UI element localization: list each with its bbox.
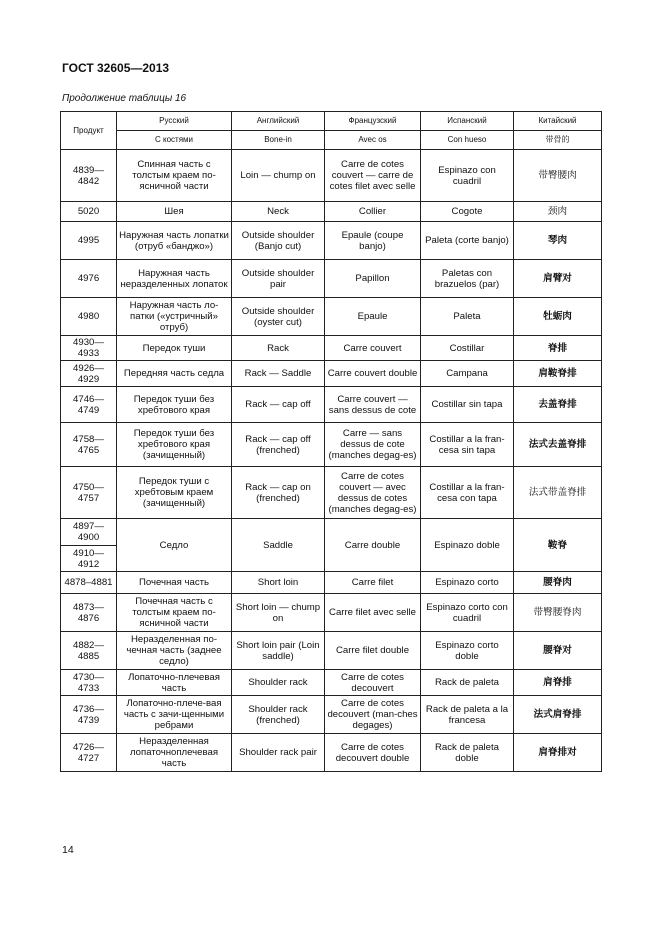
cell-russian: Наружная часть лопатки (отруб «банджо») xyxy=(117,222,232,260)
cell-spanish: Espinazo corto con cuadril xyxy=(421,594,514,632)
table-row xyxy=(61,632,602,670)
cell-spanish: Paleta (corte banjo) xyxy=(421,222,514,260)
header-sub-es: Con hueso xyxy=(421,131,514,150)
header-lang-fr: Французский xyxy=(325,112,421,131)
cell-french: Carre de cotes couvert — carre de cotes filet avec selle xyxy=(325,150,421,202)
cell-english: Outside shoulder pair xyxy=(232,260,325,298)
cell-french: Carre — sans dessus de cote (manches degag-es) xyxy=(325,423,421,467)
cell-french: Carre filet avec selle xyxy=(325,594,421,632)
cell-spanish: Espinazo corto xyxy=(421,572,514,594)
cell-chinese: 带臀腰脊肉 xyxy=(514,594,602,632)
cell-french: Epaule xyxy=(325,298,421,336)
cell-spanish: Rack de paleta doble xyxy=(421,734,514,772)
cell-english: Rack — Saddle xyxy=(232,361,325,387)
cell-english: Saddle xyxy=(232,519,325,572)
table-row xyxy=(61,336,602,361)
cell-russian: Лопаточно-плечевая часть xyxy=(117,670,232,696)
header-sub-fr: Avec os xyxy=(325,131,421,150)
cell-chinese: 去盖脊排 xyxy=(514,387,602,423)
table-row xyxy=(61,222,602,260)
cell-english: Rack — cap on (frenched) xyxy=(232,467,325,519)
cell-french: Carre double xyxy=(325,519,421,572)
cell-english: Rack — cap off xyxy=(232,387,325,423)
header-lang-ru: Русский xyxy=(117,112,232,131)
cell-french: Epaule (coupe banjo) xyxy=(325,222,421,260)
cell-english: Shoulder rack (frenched) xyxy=(232,696,325,734)
cell-product-code: 4878–4881 xyxy=(61,572,117,594)
cell-russian: Неразделенная лопаточноплечевая часть xyxy=(117,734,232,772)
cell-russian: Седло xyxy=(117,519,232,572)
cell-product-code: 4995 xyxy=(61,222,117,260)
cuts-table xyxy=(60,111,602,772)
cell-product-code: 4910—4912 xyxy=(61,546,117,572)
cell-chinese: 带臀腰肉 xyxy=(514,150,602,202)
table-row xyxy=(61,594,602,632)
table-row xyxy=(61,387,602,423)
cell-french: Carre de cotes decouvert xyxy=(325,670,421,696)
cell-chinese: 腰脊肉 xyxy=(514,572,602,594)
cell-chinese: 法式肩脊排 xyxy=(514,696,602,734)
cell-chinese: 肩鞍脊排 xyxy=(514,361,602,387)
cell-product-code: 4930—4933 xyxy=(61,336,117,361)
cell-russian: Наружная часть ло-патки («устричный» отруб) xyxy=(117,298,232,336)
cell-english: Short loin — chump on xyxy=(232,594,325,632)
cell-russian: Спинная часть с толстым краем по-ясничной части xyxy=(117,150,232,202)
cell-chinese: 肩臂对 xyxy=(514,260,602,298)
cell-spanish: Cogote xyxy=(421,202,514,222)
cell-french: Carre de cotes couvert — avec dessus de cotes (manches degag-es) xyxy=(325,467,421,519)
cell-russian: Передняя часть седла xyxy=(117,361,232,387)
cell-product-code: 4726—4727 xyxy=(61,734,117,772)
table-body xyxy=(61,150,602,772)
cell-product-code: 4750—4757 xyxy=(61,467,117,519)
cell-product-code: 4839—4842 xyxy=(61,150,117,202)
cell-chinese: 腰脊对 xyxy=(514,632,602,670)
header-lang-es: Испанский xyxy=(421,112,514,131)
cell-spanish: Rack de paleta a la francesa xyxy=(421,696,514,734)
cell-product-code: 4736—4739 xyxy=(61,696,117,734)
cell-english: Rack — cap off (frenched) xyxy=(232,423,325,467)
header-lang-zh: Китайский xyxy=(514,112,602,131)
cell-russian: Шея xyxy=(117,202,232,222)
table-row xyxy=(61,298,602,336)
cell-product-code: 4897—4900 xyxy=(61,519,117,546)
cell-french: Papillon xyxy=(325,260,421,298)
cell-spanish: Costillar xyxy=(421,336,514,361)
header-sub-ru: С костями xyxy=(117,131,232,150)
header-sub-zh: 带骨的 xyxy=(514,131,602,150)
cell-french: Carre couvert double xyxy=(325,361,421,387)
cell-spanish: Paleta xyxy=(421,298,514,336)
cell-chinese: 颈肉 xyxy=(514,202,602,222)
cell-spanish: Rack de paleta xyxy=(421,670,514,696)
cell-product-code: 4882—4885 xyxy=(61,632,117,670)
cell-french: Carre filet double xyxy=(325,632,421,670)
header-product: Продукт xyxy=(61,112,117,150)
table-header xyxy=(61,112,602,150)
cell-spanish: Espinazo con cuadril xyxy=(421,150,514,202)
table-row xyxy=(61,572,602,594)
cell-chinese: 法式带盖脊排 xyxy=(514,467,602,519)
header-lang-en: Английский xyxy=(232,112,325,131)
cell-english: Loin — chump on xyxy=(232,150,325,202)
cell-chinese: 肩脊排对 xyxy=(514,734,602,772)
cell-spanish: Espinazo doble xyxy=(421,519,514,572)
cell-english: Shoulder rack xyxy=(232,670,325,696)
cell-spanish: Costillar sin tapa xyxy=(421,387,514,423)
table-row xyxy=(61,519,602,546)
table-row xyxy=(61,734,602,772)
cell-english: Neck xyxy=(232,202,325,222)
table-row xyxy=(61,696,602,734)
cell-french: Collier xyxy=(325,202,421,222)
table-row xyxy=(61,202,602,222)
cell-french: Carre de cotes decouvert double xyxy=(325,734,421,772)
table-continuation-caption: Продолжение таблицы 16 xyxy=(62,93,187,104)
cell-english: Rack xyxy=(232,336,325,361)
cell-spanish: Espinazo corto doble xyxy=(421,632,514,670)
cell-russian: Передок туши xyxy=(117,336,232,361)
cell-russian: Почечная часть с толстым краем по-ясничной части xyxy=(117,594,232,632)
cell-english: Outside shoulder (Banjo cut) xyxy=(232,222,325,260)
table-row xyxy=(61,361,602,387)
cell-russian: Передок туши без хребтового края (зачищенный) xyxy=(117,423,232,467)
cell-product-code: 4980 xyxy=(61,298,117,336)
cell-russian: Неразделенная по-чечная часть (заднее седло) xyxy=(117,632,232,670)
document-title: ГОСТ 32605—2013 xyxy=(62,61,170,75)
cell-spanish: Costillar a la fran-cesa con tapa xyxy=(421,467,514,519)
cell-french: Carre filet xyxy=(325,572,421,594)
cell-spanish: Campana xyxy=(421,361,514,387)
table-row xyxy=(61,670,602,696)
cell-chinese: 脊排 xyxy=(514,336,602,361)
cell-english: Short loin pair (Loin saddle) xyxy=(232,632,325,670)
cell-product-code: 5020 xyxy=(61,202,117,222)
cell-product-code: 4976 xyxy=(61,260,117,298)
cell-english: Outside shoulder (oyster cut) xyxy=(232,298,325,336)
cell-spanish: Paletas con brazuelos (par) xyxy=(421,260,514,298)
table-row xyxy=(61,467,602,519)
table-row xyxy=(61,260,602,298)
cell-english: Short loin xyxy=(232,572,325,594)
cell-english: Shoulder rack pair xyxy=(232,734,325,772)
header-sub-en: Bone-in xyxy=(232,131,325,150)
page-number: 14 xyxy=(62,844,74,856)
cell-chinese: 肩脊排 xyxy=(514,670,602,696)
cell-chinese: 牡蛎肉 xyxy=(514,298,602,336)
cell-product-code: 4746—4749 xyxy=(61,387,117,423)
cell-french: Carre couvert — sans dessus de cote xyxy=(325,387,421,423)
table-row xyxy=(61,150,602,202)
cell-russian: Передок туши без хребтового края xyxy=(117,387,232,423)
cell-product-code: 4873—4876 xyxy=(61,594,117,632)
cell-russian: Лопаточно-плече-вая часть с зачи-щенными ребрами xyxy=(117,696,232,734)
cell-french: Carre couvert xyxy=(325,336,421,361)
cell-product-code: 4730—4733 xyxy=(61,670,117,696)
cell-russian: Передок туши с хребтовым краем (зачищенный) xyxy=(117,467,232,519)
cell-spanish: Costillar a la fran-cesa sin tapa xyxy=(421,423,514,467)
cell-french: Carre de cotes decouvert (man-ches degages) xyxy=(325,696,421,734)
cell-russian: Наружная часть неразделенных лопаток xyxy=(117,260,232,298)
table-row xyxy=(61,423,602,467)
cell-chinese: 鞍脊 xyxy=(514,519,602,572)
cell-russian: Почечная часть xyxy=(117,572,232,594)
cell-product-code: 4758—4765 xyxy=(61,423,117,467)
cell-product-code: 4926—4929 xyxy=(61,361,117,387)
cell-chinese: 法式去盖脊排 xyxy=(514,423,602,467)
cell-chinese: 琴肉 xyxy=(514,222,602,260)
